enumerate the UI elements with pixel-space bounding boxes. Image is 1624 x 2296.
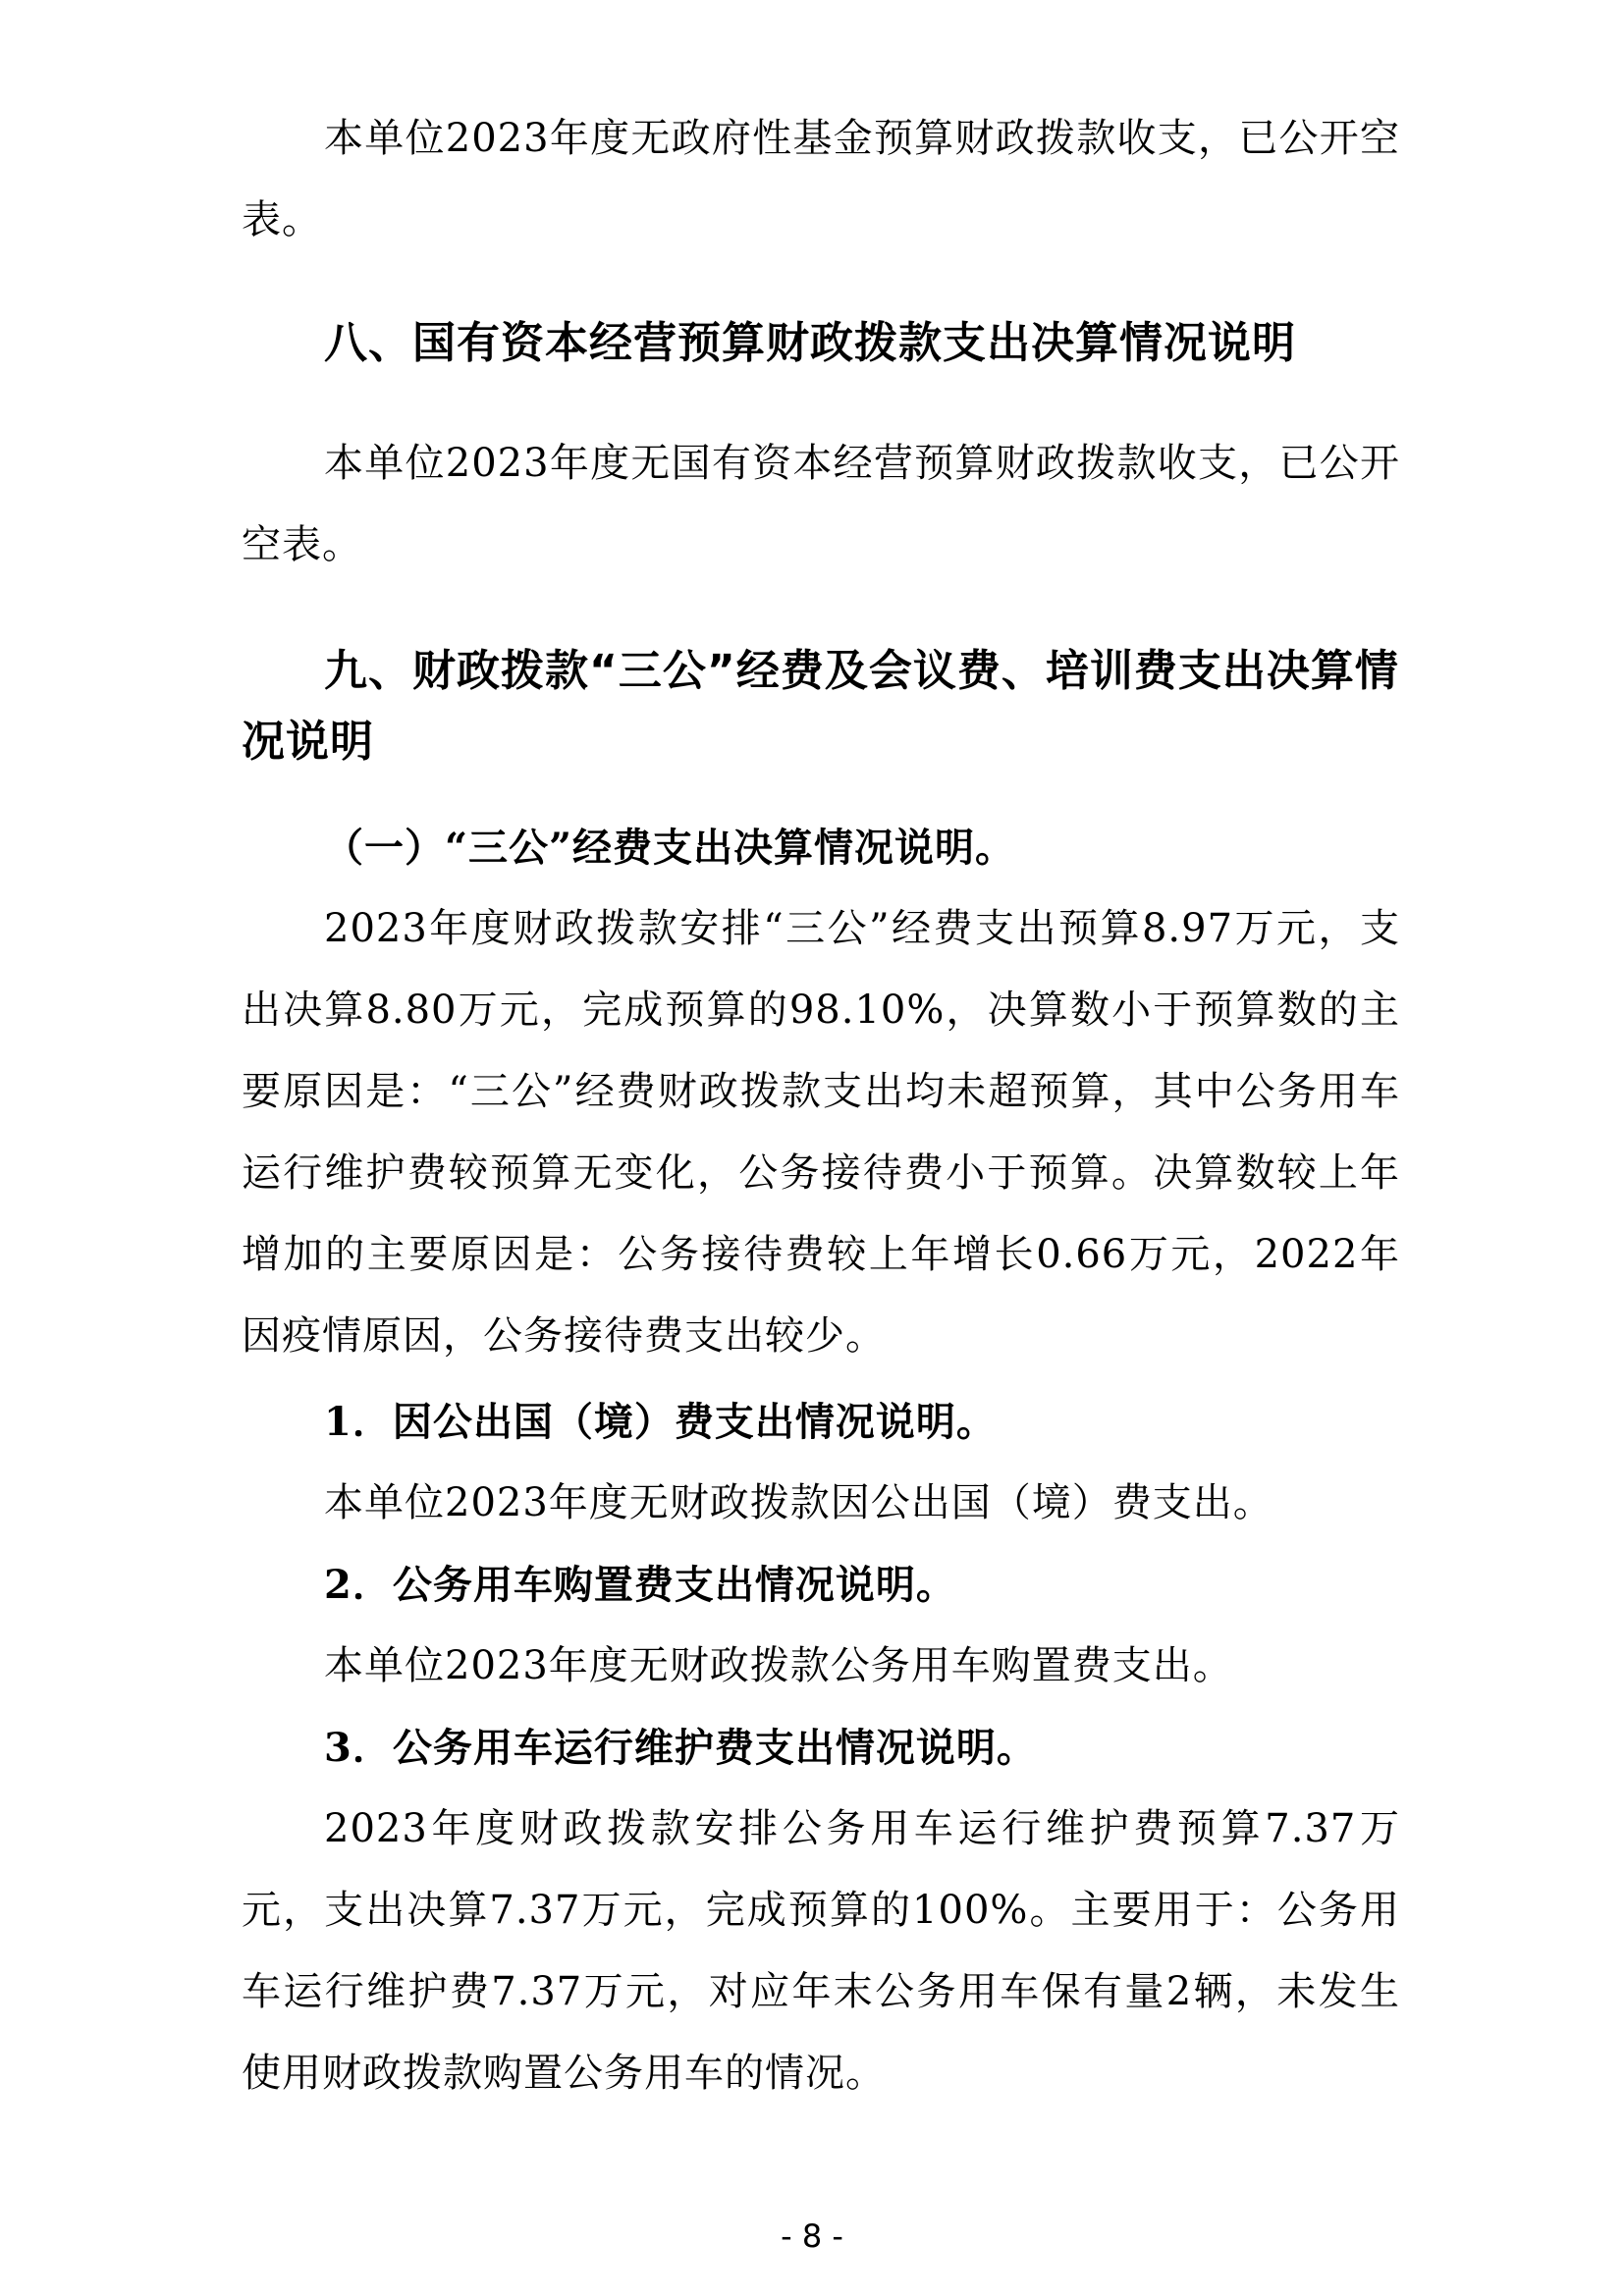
paragraph-overseas-travel: 本单位2023年度无财政拨款因公出国（境）费支出。 xyxy=(324,1480,1273,1525)
paragraph-government-fund: 本单位2023年度无政府性基金预算财政拨款收支，已公开空表。 xyxy=(242,116,1400,242)
section-heading-9: 九、财政拨款“三公”经费及会议费、培训费支出决算情况说明 xyxy=(242,646,1399,767)
subheading-three-public-expenses: （一）“三公”经费支出决算情况说明。 xyxy=(324,825,1016,871)
paragraph-vehicle-maintenance: 2023年度财政拨款安排公务用车运行维护费预算7.37万元，支出决算7.37万元，完成预算的100%。主要用于：公务用车运行维护费7.37万元，对应年末公务用车保有量2辆，未发生使用财政拨款购置公务用车的情况。 xyxy=(242,1806,1400,2096)
section-heading-8: 八、国有资本经营预算财政拨款支出决算情况说明 xyxy=(324,318,1296,368)
subheading-vehicle-maintenance: 3．公务用车运行维护费支出情况说明。 xyxy=(324,1725,1037,1771)
paragraph-state-capital: 本单位2023年度无国有资本经营预算财政拨款收支，已公开空表。 xyxy=(242,441,1400,567)
subheading-vehicle-purchase: 2．公务用车购置费支出情况说明。 xyxy=(324,1562,956,1608)
subheading-overseas-travel: 1．因公出国（境）费支出情况说明。 xyxy=(324,1399,997,1445)
paragraph-vehicle-purchase: 本单位2023年度无财政拨款公务用车购置费支出。 xyxy=(324,1643,1233,1688)
paragraph-three-public-summary: 2023年度财政拨款安排“三公”经费支出预算8.97万元，支出决算8.80万元，完成预算的98.10%，决算数小于预算数的主要原因是：“三公”经费财政拨款支出均未超预算，其中公务用车运行维护费较预算无变化，公务接待费小于预算。决算数较上年增加的主要原因是：公务接待费较上年增长0.66万元，2022年因疫情原因，公务接待费支出较少。 xyxy=(242,906,1400,1359)
page-number: - 8 - xyxy=(781,2217,843,2255)
